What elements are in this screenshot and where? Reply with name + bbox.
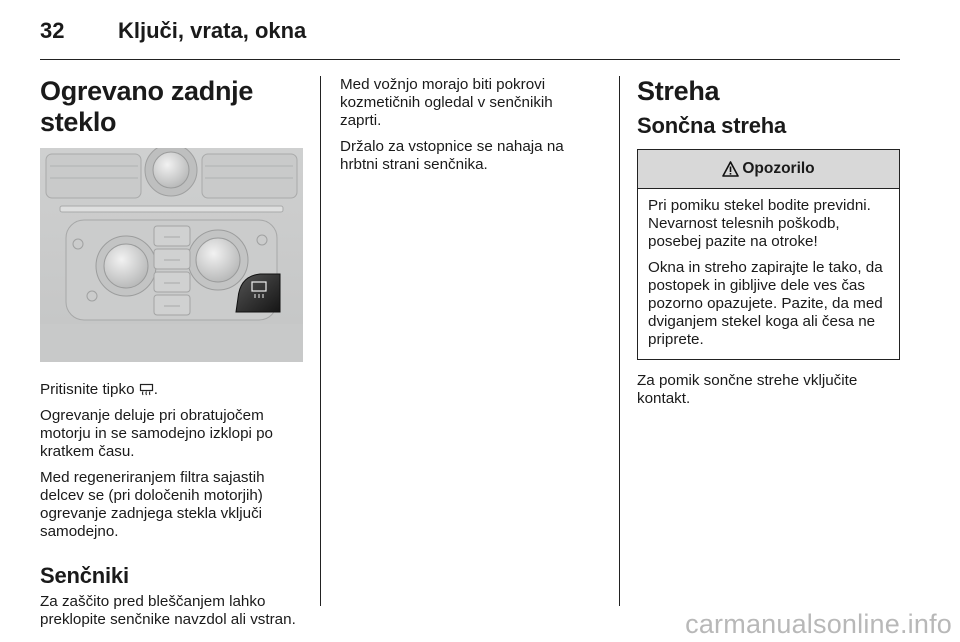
ticket-holder-paragraph: Držalo za vstopnice se nahaja na hrbtni strani senčnika. [340,138,564,173]
warning-paragraph-1: Pri pomiku stekel bodite previdni. Nevarnost telesnih poškodb, posebej pazite na otroke! [648,197,871,250]
section-heading-sunroof: Sončna streha [637,113,787,138]
regeneration-paragraph: Med regeneriranjem filtra sajastih delcev se (pri določenih motorjih) ogrevanje zadnjega stekla vključi samodejno. [40,469,265,540]
chapter-title: Ključi, vrata, okna [118,18,307,43]
warning-triangle-icon [722,161,739,177]
warning-header [638,150,899,189]
column-divider-1 [320,76,321,606]
column-2 [340,76,590,182]
watermark: carmanualsonline.info [685,609,952,639]
climate-control-panel-illustration [40,148,303,362]
press-text: Pritisnite tipko [40,381,135,398]
column-3 [637,76,902,416]
section-heading-roof: Streha [637,76,720,106]
heating-paragraph: Ogrevanje deluje pri obratujočem motorju in se samodejno izklopi po kratkem času. [40,407,273,460]
sun-visors-paragraph: Za zaščito pred bleščanjem lahko preklopite senčnike navzdol ali vstran. [40,593,296,628]
page-number: 32 [40,18,65,43]
section-heading-sun-visors: Senčniki [40,563,129,588]
warning-box [637,149,900,360]
column-divider-2 [619,76,620,606]
warning-title: Opozorilo [742,160,815,177]
press-suffix: . [153,381,159,398]
sunroof-paragraph: Za pomik sončne strehe vključite kontakt. [637,372,858,407]
rear-window-heater-icon [139,383,154,396]
mirror-covers-paragraph: Med vožnjo morajo biti pokrovi kozmetičnih ogledal v senčnikih zaprti. [340,76,553,129]
warning-body [638,189,899,359]
header-rule [40,59,900,60]
section-heading-rear-window: Ogrevano zadnje steklo [40,76,254,137]
warning-paragraph-2: Okna in streho zapirajte le tako, da postopek in gibljive dele ves čas pozorno opazujete. Pazite, da med dviganjem stekel koga ali česa ne priprete. [648,259,883,348]
press-button-paragraph [40,381,305,399]
column-1 [40,76,305,637]
